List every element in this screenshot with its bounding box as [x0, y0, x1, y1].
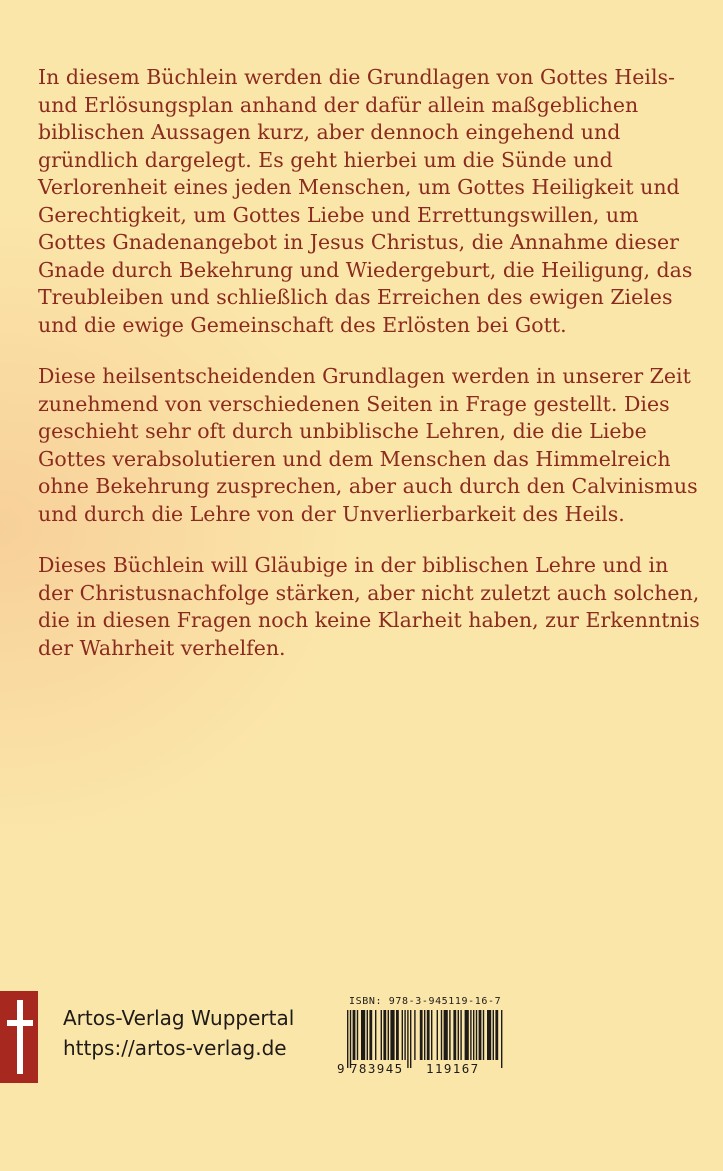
- ean-group-2: 119167: [426, 1061, 480, 1076]
- publisher-url[interactable]: https://artos-verlag.de: [63, 1036, 287, 1060]
- blurb-paragraph-3: Dieses Büchlein will Gläubige in der biblischen Lehre und in der Christusnachfolge stärken, aber nicht zuletzt auch solchen, die in diesen Fragen noch keine Klarheit haben, zur Erkenntnis der Wahrheit verhelfen.: [38, 553, 700, 660]
- publisher-logo: [0, 991, 38, 1083]
- isbn-barcode: [337, 996, 512, 1080]
- blurb-paragraph-2: Diese heilsentscheidenden Grundlagen werden in unserer Zeit zunehmend von verschiedenen Seiten in Frage gestellt. Dies geschieht sehr oft durch unbiblische Lehren, die die Liebe Gottes verabsolutieren und dem Menschen das Himmelreich ohne Bekehrung zusprechen, aber auch durch den Calvinismus und durch die Lehre von der Unverlierbarkeit des Heils.: [38, 364, 698, 526]
- back-cover-blurb: [38, 64, 708, 686]
- ean-group-1: 783945: [350, 1061, 404, 1076]
- blurb-paragraph-1: In diesem Büchlein werden die Grundlagen von Gottes Heils- und Erlösungsplan anhand der dafür allein maßgeblichen biblischen Aussagen kurz, aber dennoch eingehend und gründlich dargelegt. Es geht hierbei um die Sünde und Verlorenheit eines jeden Menschen, um Gottes Heiligkeit und Gerechtigkeit, um Gottes Liebe und Errettungswillen, um Gottes Gnadenangebot in Jesus Christus, die Annahme dieser Gnade durch Bekehrung und Wiedergeburt, die Heiligung, das Treubleiben und schließlich das Erreichen des ewigen Zieles und die ewige Gemeinschaft des Erlösten bei Gott.: [38, 65, 693, 337]
- ean-lead-digit: 9: [337, 1061, 345, 1076]
- barcode-bars: [337, 1010, 509, 1068]
- publisher-name: Artos-Verlag Wuppertal: [63, 1006, 295, 1030]
- publisher-info: [63, 1003, 294, 1063]
- isbn-label: ISBN: 978-3-945119-16-7: [349, 996, 502, 1007]
- cross-icon: [0, 991, 38, 1083]
